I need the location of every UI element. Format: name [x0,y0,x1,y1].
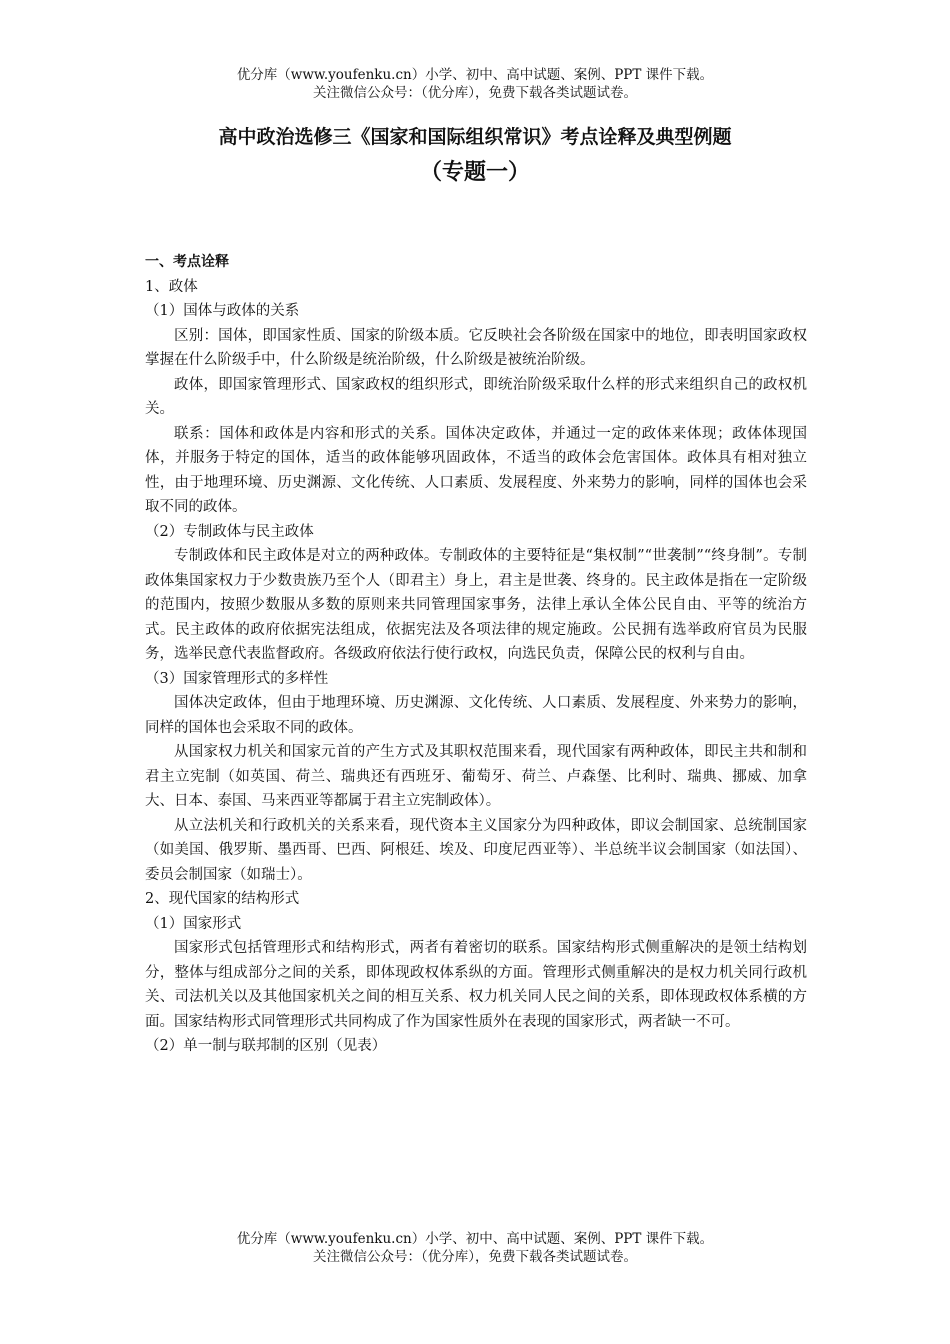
document-subtitle: （专题一） [419,160,530,185]
sub-heading: （3）国家管理形式的多样性 [145,670,329,687]
sub-heading: （2）单一制与联邦制的区别（见表） [145,1038,387,1054]
paragraph: 从国家权力机关和国家元首的产生方式及其职权范围来看，现代国家有两种政体，即民主共和制和君主立宪制（如英国、荷兰、瑞典还有西班牙、葡萄牙、荷兰、卢森堡、比利时、瑞典、挪威、加拿大、日本、泰国、马来西亚等都属于君主立宪制政体）。 [145,744,807,809]
item-heading: 1、政体 [145,278,198,295]
document-title: 高中政治选修三《国家和国际组织常识》考点诠释及典型例题 [218,126,732,148]
sub-heading: （1）国家形式 [145,915,242,932]
sub-heading: （1）国体与政体的关系 [145,303,300,319]
paragraph: 专制政体和民主政体是对立的两种政体。专制政体的主要特征是“集权制”“世袭制”“终身制”。专制政体集国家权力于少数贵族乃至个人（即君主）身上，君主是世袭、终身的。民主政体是指在一定阶级的范围内，按照少数服从多数的原则来共同管理国家事务，法律上承认全体公民自由、平等的统治方式。民主政体的政府依据宪法组成，依据宪法及各项法律的规定施政。公民拥有选举政府官员为民服务，选举民意代表监督政府。各级政府依法行使行政权，向选民负责，保障公民的权利与自由。 [145,548,807,662]
header-line-1: 优分库（www.youfenku.cn）小学、初中、高中试题、案例、PPT 课件下载。 [236,67,714,83]
footer-line-1: 优分库（www.youfenku.cn）小学、初中、高中试题、案例、PPT 课件下载。 [236,1231,714,1247]
item-heading: 2、现代国家的结构形式 [145,891,300,907]
paragraph: 联系：国体和政体是内容和形式的关系。国体决定政体，并通过一定的政体来体现；政体体现国体，并服务于特定的国体，适当的政体能够巩固政体，不适当的政体会危害国体。政体具有相对独立性，由于地理环境、历史渊源、文化传统、人口素质、发展程度、外来势力的影响，同样的国体也会采取不同的政体。 [145,425,807,515]
paragraph: 国家形式包括管理形式和结构形式，两者有着密切的联系。国家结构形式侧重解决的是领土结构划分，整体与组成部分之间的关系，即体现政权体系纵的方面。管理形式侧重解决的是权力机关同行政机关、司法机关以及其他国家机关之间的相互关系、权力机关同人民之间的关系，即体现政权体系横的方面。国家结构形式同管理形式共同构成了作为国家性质外在表现的国家形式，两者缺一不可。 [145,940,807,1030]
paragraph: 从立法机关和行政机关的关系来看，现代资本主义国家分为四种政体，即议会制国家、总统制国家（如美国、俄罗斯、墨西哥、巴西、阿根廷、埃及、印度尼西亚等）、半总统半议会制国家（如法国）、委员会制国家（如瑞士）。 [145,817,807,883]
footer-line-2: 关注微信公众号：（优分库），免费下载各类试题试卷。 [313,1249,637,1265]
header-line-2: 关注微信公众号：（优分库），免费下载各类试题试卷。 [313,85,637,101]
page-footer [0,1230,950,1266]
paragraph: 区别：国体，即国家性质、国家的阶级本质。它反映社会各阶级在国家中的地位，即表明国家政权掌握在什么阶级手中，什么阶级是统治阶级，什么阶级是被统治阶级。 [145,327,807,368]
paragraph: 国体决定政体，但由于地理环境、历史渊源、文化传统、人口素质、发展程度、外来势力的影响，同样的国体也会采取不同的政体。 [145,695,807,736]
sub-heading: （2）专制政体与民主政体 [145,523,314,540]
page-header [0,66,950,102]
document-body [145,250,807,1059]
paragraph: 政体，即国家管理形式、国家政权的组织形式，即统治阶级采取什么样的形式来组织自己的政权机关。 [145,376,807,417]
section-heading: 一、考点诠释 [145,254,229,270]
